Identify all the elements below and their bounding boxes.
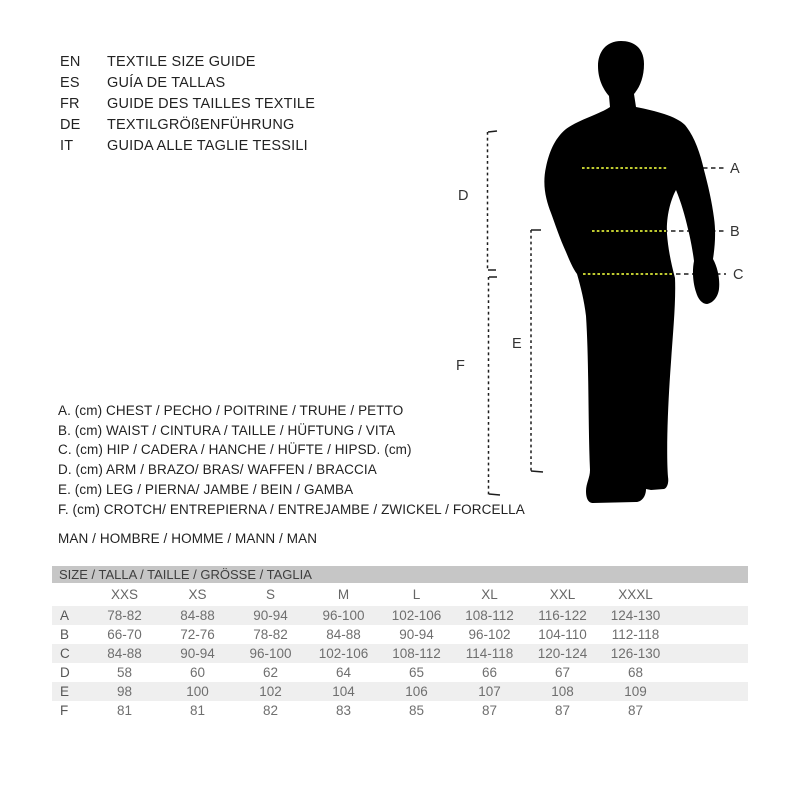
size-cell: 120-124 bbox=[537, 646, 588, 661]
size-cell: 64 bbox=[335, 665, 352, 680]
size-cell: 68 bbox=[627, 665, 644, 680]
size-cell: 87 bbox=[481, 703, 498, 718]
size-cell: 90-94 bbox=[253, 608, 288, 623]
size-cell: 126-130 bbox=[610, 646, 661, 661]
size-cell: 67 bbox=[554, 665, 571, 680]
size-cell: 90-94 bbox=[180, 646, 215, 661]
label-chest-a: A bbox=[730, 161, 740, 177]
table-row bbox=[52, 682, 748, 701]
row-filler bbox=[672, 606, 748, 625]
row-label: E bbox=[60, 684, 70, 699]
label-arm-d: D bbox=[458, 188, 469, 204]
row-label: F bbox=[60, 703, 69, 718]
size-cell: 106 bbox=[405, 684, 428, 699]
size-cell: 116-122 bbox=[538, 608, 587, 623]
language-code: ES bbox=[60, 75, 80, 91]
size-cell: 72-76 bbox=[180, 627, 215, 642]
size-header-cell: L bbox=[412, 587, 421, 602]
size-cell: 104-110 bbox=[538, 627, 587, 642]
language-code: IT bbox=[60, 138, 74, 154]
size-table bbox=[52, 566, 748, 720]
size-cell: 66 bbox=[481, 665, 498, 680]
size-cell: 102-106 bbox=[318, 646, 369, 661]
size-cell: 81 bbox=[189, 703, 206, 718]
size-cell: 83 bbox=[335, 703, 352, 718]
table-row bbox=[52, 625, 748, 644]
size-header-cell: XXL bbox=[549, 587, 576, 602]
label-leg-e: E bbox=[512, 336, 522, 352]
row-filler bbox=[672, 701, 748, 720]
row-label: B bbox=[60, 627, 70, 642]
row-filler bbox=[672, 644, 748, 663]
label-hip-c: C bbox=[733, 267, 744, 283]
size-header-cell: XL bbox=[481, 587, 498, 602]
size-cell: 87 bbox=[627, 703, 644, 718]
size-cell: 100 bbox=[186, 684, 209, 699]
size-cell: 112-118 bbox=[611, 627, 660, 642]
guide-title: TEXTILE SIZE GUIDE bbox=[107, 54, 256, 70]
guide-title: TEXTILGRÖßENFÜHRUNG bbox=[107, 117, 295, 133]
language-code: DE bbox=[60, 117, 81, 133]
size-header-cell: XXXL bbox=[618, 587, 653, 602]
measurement-definition: E. (cm) LEG / PIERNA/ JAMBE / BEIN / GAMBA bbox=[58, 481, 354, 497]
size-cell: 87 bbox=[554, 703, 571, 718]
man-silhouette bbox=[544, 41, 719, 503]
size-cell: 84-88 bbox=[326, 627, 361, 642]
measurement-legend bbox=[58, 401, 525, 519]
size-header-cell: S bbox=[265, 587, 275, 602]
size-header-cell: M bbox=[337, 587, 350, 602]
size-cell: 85 bbox=[408, 703, 425, 718]
table-row bbox=[52, 701, 748, 720]
size-cell: 65 bbox=[408, 665, 425, 680]
size-header-cell: XS bbox=[188, 587, 207, 602]
row-filler bbox=[672, 663, 748, 682]
size-table-title: SIZE / TALLA / TAILLE / GRÖSSE / TAGLIA bbox=[52, 566, 748, 583]
guide-title: GUÍA DE TALLAS bbox=[107, 75, 226, 91]
size-cell: 62 bbox=[262, 665, 279, 680]
size-table-grid bbox=[52, 583, 748, 720]
size-cell: 60 bbox=[189, 665, 206, 680]
size-cell: 108 bbox=[551, 684, 574, 699]
size-cell: 109 bbox=[624, 684, 647, 699]
size-cell: 104 bbox=[332, 684, 355, 699]
label-waist-b: B bbox=[730, 224, 740, 240]
language-code: EN bbox=[60, 54, 81, 70]
size-cell: 114-118 bbox=[465, 646, 514, 661]
size-cell: 66-70 bbox=[107, 627, 142, 642]
size-cell: 78-82 bbox=[107, 608, 142, 623]
measurement-definition: D. (cm) ARM / BRAZO/ BRAS/ WAFFEN / BRACCIA bbox=[58, 462, 377, 478]
guide-title: GUIDE DES TAILLES TEXTILE bbox=[107, 96, 316, 112]
measurement-definition: C. (cm) HIP / CADERA / HANCHE / HÜFTE / HIPSD. (cm) bbox=[58, 442, 412, 458]
size-cell: 102-106 bbox=[391, 608, 442, 623]
size-cell: 81 bbox=[116, 703, 133, 718]
size-header-spacer bbox=[52, 583, 88, 606]
size-cell: 96-100 bbox=[249, 646, 292, 661]
table-row bbox=[52, 663, 748, 682]
table-row bbox=[52, 644, 748, 663]
size-cell: 107 bbox=[478, 684, 501, 699]
row-label: C bbox=[60, 646, 70, 661]
size-cell: 96-100 bbox=[322, 608, 365, 623]
language-code: FR bbox=[60, 96, 80, 112]
row-filler bbox=[672, 682, 748, 701]
table-row bbox=[52, 606, 748, 625]
measurement-definition: A. (cm) CHEST / PECHO / POITRINE / TRUHE / PETTO bbox=[58, 403, 404, 418]
size-cell: 84-88 bbox=[107, 646, 142, 661]
size-cell: 96-102 bbox=[468, 627, 511, 642]
guide-title: GUIDA ALLE TAGLIE TESSILI bbox=[107, 138, 308, 154]
label-crotch-f: F bbox=[456, 358, 465, 374]
size-header-row bbox=[52, 583, 748, 606]
size-cell: 108-112 bbox=[392, 646, 441, 661]
size-cell: 102 bbox=[259, 684, 282, 699]
size-cell: 90-94 bbox=[399, 627, 434, 642]
size-cell: 124-130 bbox=[610, 608, 661, 623]
size-header-cell: XXS bbox=[110, 587, 138, 602]
size-cell: 84-88 bbox=[180, 608, 215, 623]
size-cell: 58 bbox=[116, 665, 133, 680]
size-header-filler bbox=[672, 583, 748, 606]
category-line: MAN / HOMBRE / HOMME / MANN / MAN bbox=[58, 531, 318, 546]
row-label: A bbox=[60, 608, 70, 623]
measurement-definition: F. (cm) CROTCH/ ENTREPIERNA / ENTREJAMBE / ZWICKEL / FORCELLA bbox=[58, 501, 525, 517]
size-cell: 78-82 bbox=[253, 627, 288, 642]
size-cell: 82 bbox=[262, 703, 279, 718]
measurement-definition: B. (cm) WAIST / CINTURA / TAILLE / HÜFTUNG / VITA bbox=[58, 422, 396, 438]
size-cell: 108-112 bbox=[465, 608, 514, 623]
row-filler bbox=[672, 625, 748, 644]
row-label: D bbox=[60, 665, 70, 680]
size-cell: 98 bbox=[116, 684, 133, 699]
